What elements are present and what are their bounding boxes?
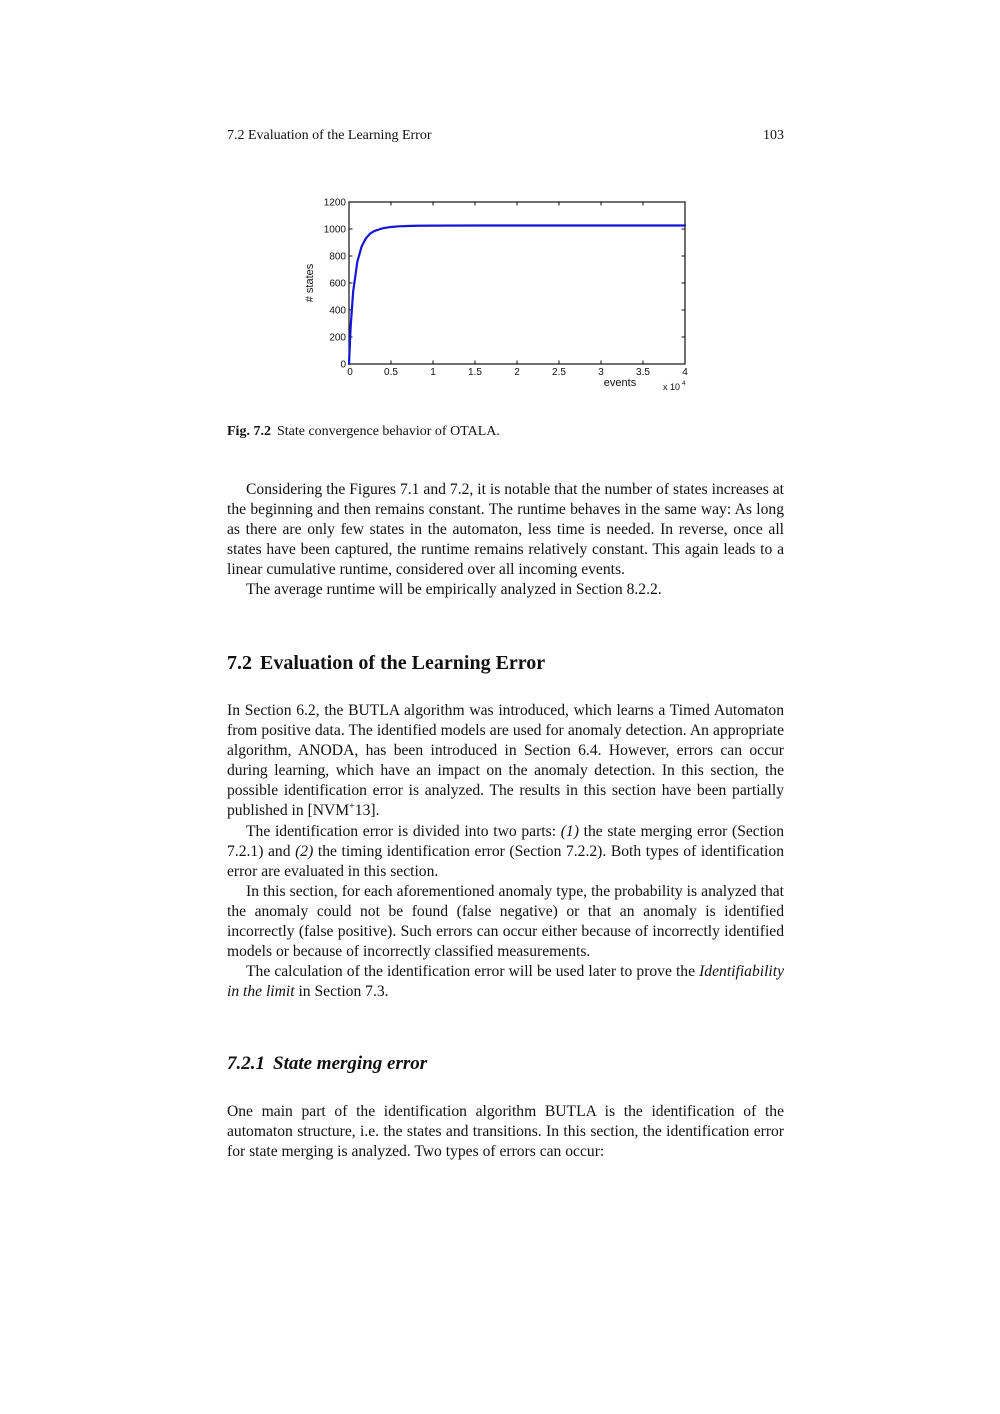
x-tick-label: 2.5 — [552, 367, 566, 378]
subsection-paragraph: One main part of the identification algorithm BUTLA is the identification of the automaton structure, i.e. the states and transitions. In this section, the identification error for state merging is analyzed. Two types of errors can occur: — [227, 1103, 784, 1161]
section-paragraph — [227, 962, 784, 1002]
x-tick-label: 3 — [598, 367, 604, 378]
x-tick-label: 1.5 — [468, 367, 482, 378]
paragraph-text: in Section 7.3. — [294, 983, 389, 1001]
x-tick-label: 3.5 — [636, 367, 650, 378]
section-text — [227, 701, 784, 1002]
y-tick-label: 800 — [329, 251, 346, 263]
x-tick-label: 0 — [347, 367, 353, 378]
page-number: 103 — [763, 128, 784, 143]
section-paragraph — [227, 701, 784, 822]
section-number: 7.2 — [227, 652, 252, 674]
intro-text — [227, 480, 784, 601]
x-tick-label: 0.5 — [384, 367, 398, 378]
y-axis-label: # states — [304, 263, 316, 303]
section-paragraph: In this section, for each aforementioned anomaly type, the probability is analyzed that the anomaly could not be found (false negative) or that an anomaly is identified incorrectly (false positive). Such errors can occur either because of incorrectly identified models or because of incorrectly classified measurements. — [227, 882, 784, 961]
x-tick-label: 1 — [430, 367, 436, 378]
x-tick-label: 4 — [682, 367, 688, 378]
figure-caption-text: State convergence behavior of OTALA. — [276, 424, 500, 439]
state-convergence-chart — [227, 185, 784, 400]
paragraph-text: the timing identification error (Section 7.2.2). Both types of identification error are evaluated in this section. — [227, 842, 784, 880]
y-tick-label: 0 — [340, 359, 346, 371]
y-tick-label: 400 — [329, 305, 346, 317]
paragraph-text: The calculation of the identification error will be used later to prove the — [246, 963, 700, 981]
citation-superscript: + — [349, 801, 355, 813]
book-page — [227, 0, 784, 1414]
y-tick-label: 1200 — [323, 197, 346, 209]
emphasis-text: (2) — [295, 842, 314, 860]
running-head-section: 7.2 Evaluation of the Learning Error — [227, 128, 432, 143]
paragraph-text: The identification error is divided into two parts: — [246, 822, 561, 840]
subsection-title: State merging error — [273, 1053, 428, 1074]
subsection-text — [227, 1102, 784, 1162]
series-line-states — [349, 225, 685, 364]
subsection-heading — [227, 1052, 784, 1076]
section-paragraph — [227, 822, 784, 882]
figure-caption-label: Fig. 7.2 — [227, 424, 271, 439]
intro-paragraph: The average runtime will be empirically analyzed in Section 8.2.2. — [246, 581, 662, 599]
y-tick-label: 600 — [329, 278, 346, 290]
x-axis-label: events — [603, 377, 637, 389]
y-tick-label: 1000 — [323, 224, 346, 236]
figure-caption — [227, 423, 784, 440]
y-tick-label: 200 — [329, 332, 346, 344]
emphasis-text: Identifiability in the limit — [227, 963, 784, 1001]
emphasis-text: (1) — [560, 822, 579, 840]
paragraph-text: 13]. — [354, 802, 380, 820]
figure-7-2 — [227, 185, 784, 400]
x-tick-label: 2 — [514, 367, 520, 378]
intro-paragraph: Considering the Figures 7.1 and 7.2, it is notable that the number of states increases at the beginning and then remains constant. The runtime behaves in the same way: As long as there are only few states in the automaton, less time is needed. In reverse, once all states have been captured, the runtime remains relatively constant. This again leads to a linear cumulative runtime, considered over all incoming events. — [227, 481, 784, 579]
x-axis-multiplier-exponent: 4 — [682, 380, 686, 387]
x-axis-multiplier: x 10 — [663, 382, 681, 392]
subsection-number: 7.2.1 — [227, 1053, 265, 1074]
section-title: Evaluation of the Learning Error — [260, 652, 546, 674]
paragraph-text: In Section 6.2, the BUTLA algorithm was introduced, which learns a Timed Automaton from positive data. The identified models are used for anomaly detection. An appropriate algorithm, ANODA, has been introduced in Section 6.4. However, errors can occur during learning, which have an impact on the anomaly detection. In this section, the possible identification error is analyzed. The results in this section have been partially published in [NVM — [227, 702, 784, 820]
paragraph-text: the state merging error (Section 7.2.1) and — [227, 822, 784, 860]
section-heading — [227, 651, 784, 675]
